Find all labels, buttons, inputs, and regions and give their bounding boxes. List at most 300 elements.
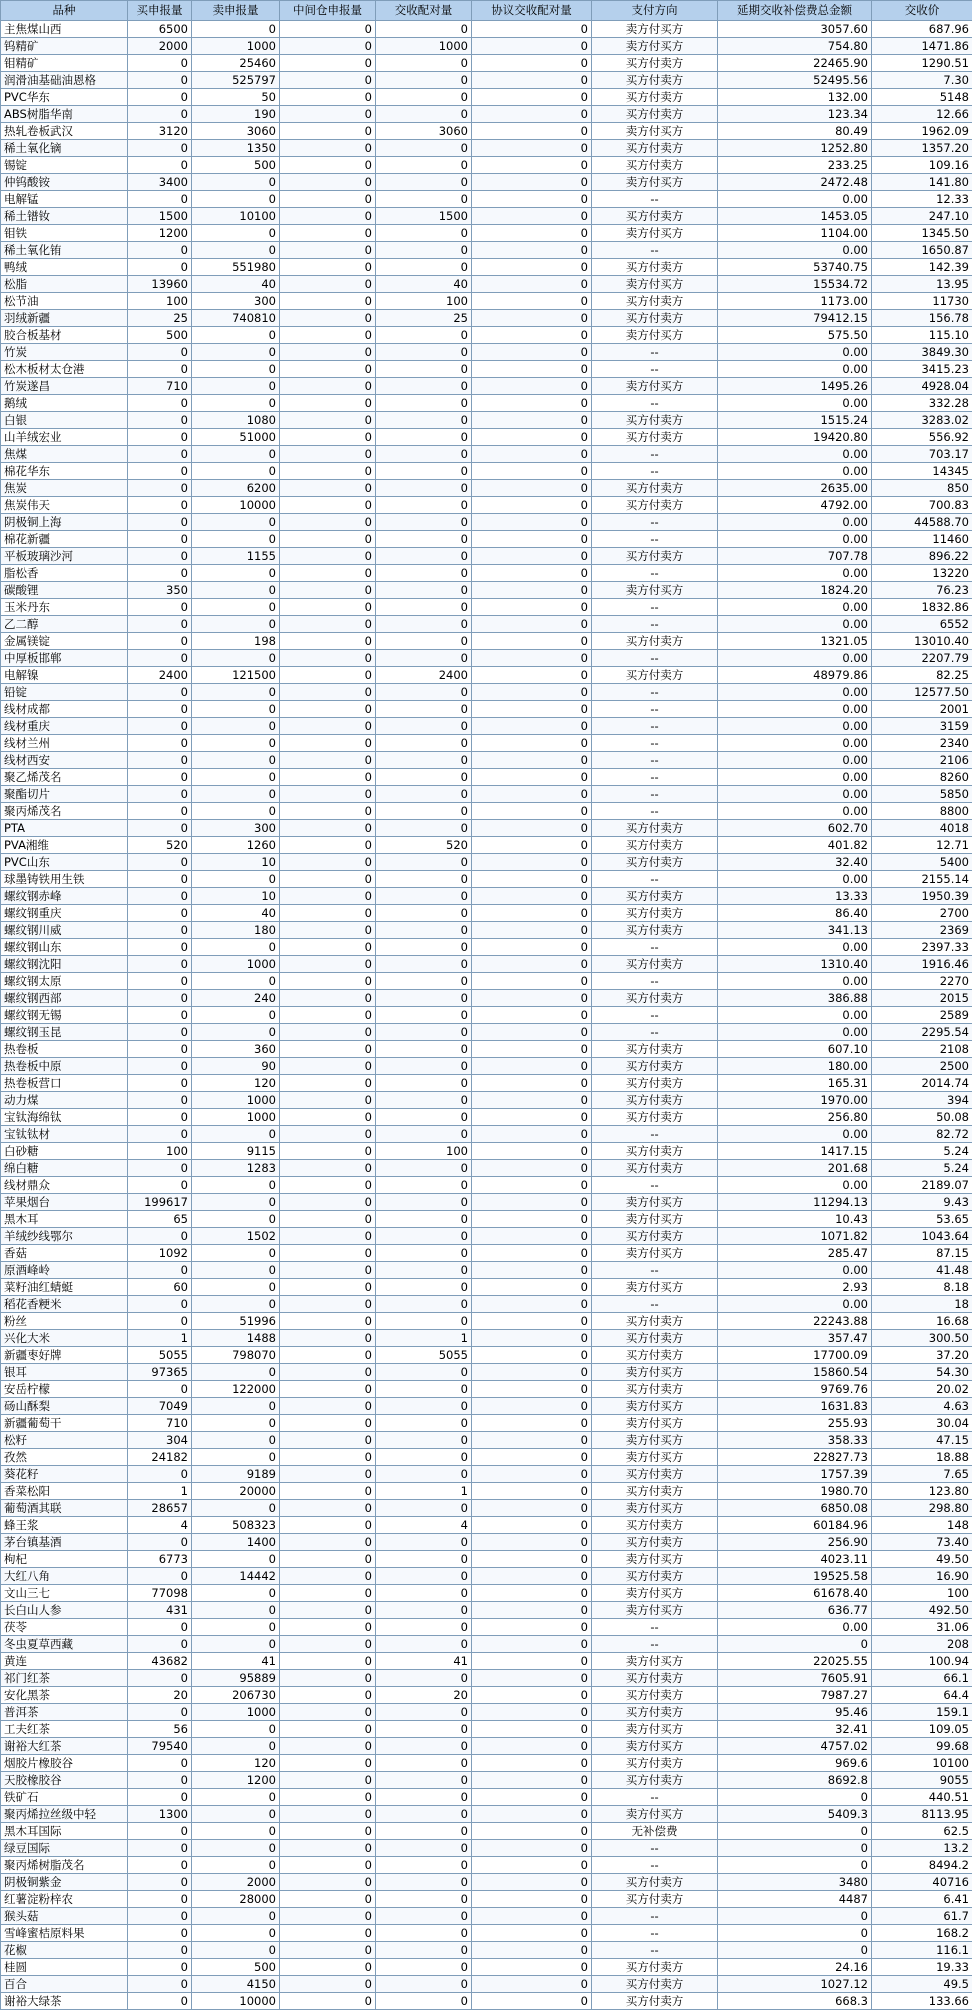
cell-compensation-total: 9769.76 [718, 1381, 872, 1398]
cell-payment-direction: 买方付卖方 [592, 548, 718, 565]
cell-buy-declared: 0 [128, 497, 192, 514]
cell-variety: 安岳柠檬 [1, 1381, 128, 1398]
cell-delivery-price: 1043.64 [872, 1228, 972, 1245]
cell-agreement-matched: 0 [472, 1347, 592, 1364]
cell-sell-declared: 0 [192, 1585, 280, 1602]
cell-variety: 稀土氧化镝 [1, 140, 128, 157]
cell-buy-declared: 0 [128, 412, 192, 429]
cell-sell-declared: 190 [192, 106, 280, 123]
cell-middle-warehouse: 0 [280, 174, 376, 191]
cell-matched-qty: 1 [376, 1330, 472, 1347]
cell-agreement-matched: 0 [472, 412, 592, 429]
cell-compensation-total: 0.00 [718, 1007, 872, 1024]
table-row [1, 1823, 972, 1840]
col-matched-qty: 交收配对量 [376, 1, 472, 21]
cell-buy-declared: 0 [128, 956, 192, 973]
cell-delivery-price: 37.20 [872, 1347, 972, 1364]
cell-matched-qty: 0 [376, 1449, 472, 1466]
cell-buy-declared: 0 [128, 1568, 192, 1585]
cell-buy-declared: 5055 [128, 1347, 192, 1364]
cell-sell-declared: 6200 [192, 480, 280, 497]
table-row [1, 480, 972, 497]
table-row [1, 106, 972, 123]
table-row [1, 1619, 972, 1636]
cell-middle-warehouse: 0 [280, 157, 376, 174]
table-row [1, 140, 972, 157]
cell-buy-declared: 0 [128, 718, 192, 735]
table-row [1, 1381, 972, 1398]
cell-sell-declared: 0 [192, 1398, 280, 1415]
cell-delivery-price: 54.30 [872, 1364, 972, 1381]
cell-buy-declared: 0 [128, 55, 192, 72]
cell-delivery-price: 20.02 [872, 1381, 972, 1398]
cell-sell-declared: 740810 [192, 310, 280, 327]
cell-sell-declared: 40 [192, 905, 280, 922]
cell-buy-declared: 0 [128, 990, 192, 1007]
cell-matched-qty: 0 [376, 1840, 472, 1857]
cell-buy-declared: 3400 [128, 174, 192, 191]
cell-variety: 螺纹钢赤峰 [1, 888, 128, 905]
table-row [1, 1364, 972, 1381]
cell-sell-declared: 0 [192, 769, 280, 786]
cell-matched-qty: 0 [376, 497, 472, 514]
table-row [1, 718, 972, 735]
cell-variety: 线材兰州 [1, 735, 128, 752]
cell-delivery-price: 8113.95 [872, 1806, 972, 1823]
cell-sell-declared: 14442 [192, 1568, 280, 1585]
cell-middle-warehouse: 0 [280, 123, 376, 140]
cell-middle-warehouse: 0 [280, 21, 376, 38]
cell-delivery-price: 50.08 [872, 1109, 972, 1126]
cell-compensation-total: 233.25 [718, 157, 872, 174]
cell-variety: 稻花香粳米 [1, 1296, 128, 1313]
cell-variety: 香菜松阳 [1, 1483, 128, 1500]
cell-delivery-price: 13.95 [872, 276, 972, 293]
cell-delivery-price: 2340 [872, 735, 972, 752]
cell-delivery-price: 148 [872, 1517, 972, 1534]
cell-agreement-matched: 0 [472, 1619, 592, 1636]
cell-delivery-price: 2015 [872, 990, 972, 1007]
cell-delivery-price: 14345 [872, 463, 972, 480]
cell-sell-declared: 51000 [192, 429, 280, 446]
cell-middle-warehouse: 0 [280, 752, 376, 769]
cell-buy-declared: 1300 [128, 1806, 192, 1823]
cell-middle-warehouse: 0 [280, 1857, 376, 1874]
cell-sell-declared: 525797 [192, 72, 280, 89]
cell-middle-warehouse: 0 [280, 276, 376, 293]
cell-delivery-price: 11730 [872, 293, 972, 310]
cell-variety: 平板玻璃沙河 [1, 548, 128, 565]
cell-payment-direction: 卖方付买方 [592, 1738, 718, 1755]
cell-delivery-price: 16.68 [872, 1313, 972, 1330]
table-row [1, 1092, 972, 1109]
cell-matched-qty: 0 [376, 378, 472, 395]
cell-compensation-total: 0.00 [718, 786, 872, 803]
cell-delivery-price: 1290.51 [872, 55, 972, 72]
cell-compensation-total: 1321.05 [718, 633, 872, 650]
cell-agreement-matched: 0 [472, 871, 592, 888]
table-row [1, 837, 972, 854]
cell-variety: 竹炭遂昌 [1, 378, 128, 395]
cell-matched-qty: 0 [376, 480, 472, 497]
cell-variety: 钼铁 [1, 225, 128, 242]
cell-buy-declared: 0 [128, 531, 192, 548]
cell-sell-declared: 0 [192, 514, 280, 531]
cell-sell-declared: 0 [192, 242, 280, 259]
cell-matched-qty: 0 [376, 752, 472, 769]
cell-variety: 球墨铸铁用生铁 [1, 871, 128, 888]
cell-compensation-total: 1970.00 [718, 1092, 872, 1109]
cell-variety: 钼精矿 [1, 55, 128, 72]
cell-payment-direction: 买方付卖方 [592, 1160, 718, 1177]
cell-agreement-matched: 0 [472, 667, 592, 684]
cell-matched-qty: 0 [376, 1551, 472, 1568]
cell-matched-qty: 0 [376, 361, 472, 378]
cell-delivery-price: 8494.2 [872, 1857, 972, 1874]
cell-variety: 雪峰蜜桔原料果 [1, 1925, 128, 1942]
cell-matched-qty: 0 [376, 718, 472, 735]
cell-middle-warehouse: 0 [280, 140, 376, 157]
cell-sell-declared: 0 [192, 1449, 280, 1466]
cell-middle-warehouse: 0 [280, 395, 376, 412]
cell-variety: PVC山东 [1, 854, 128, 871]
cell-agreement-matched: 0 [472, 191, 592, 208]
cell-payment-direction: 卖方付买方 [592, 1245, 718, 1262]
cell-matched-qty: 1500 [376, 208, 472, 225]
cell-agreement-matched: 0 [472, 1466, 592, 1483]
table-row [1, 990, 972, 1007]
table-row [1, 1942, 972, 1959]
cell-payment-direction: -- [592, 616, 718, 633]
table-row [1, 1891, 972, 1908]
cell-sell-declared: 3060 [192, 123, 280, 140]
table-row [1, 327, 972, 344]
cell-payment-direction: -- [592, 973, 718, 990]
cell-buy-declared: 65 [128, 1211, 192, 1228]
cell-buy-declared: 0 [128, 1075, 192, 1092]
table-row [1, 1721, 972, 1738]
cell-variety: 祁门红茶 [1, 1670, 128, 1687]
cell-delivery-price: 11460 [872, 531, 972, 548]
cell-variety: 花椒 [1, 1942, 128, 1959]
cell-payment-direction: 买方付卖方 [592, 1041, 718, 1058]
cell-payment-direction: -- [592, 1857, 718, 1874]
cell-middle-warehouse: 0 [280, 514, 376, 531]
cell-compensation-total: 0 [718, 1840, 872, 1857]
cell-sell-declared: 50 [192, 89, 280, 106]
cell-payment-direction: 买方付卖方 [592, 922, 718, 939]
cell-matched-qty: 0 [376, 21, 472, 38]
cell-middle-warehouse: 0 [280, 1568, 376, 1585]
cell-variety: 香菇 [1, 1245, 128, 1262]
cell-delivery-price: 100.94 [872, 1653, 972, 1670]
cell-delivery-price: 5.24 [872, 1160, 972, 1177]
cell-middle-warehouse: 0 [280, 412, 376, 429]
cell-agreement-matched: 0 [472, 1398, 592, 1415]
cell-agreement-matched: 0 [472, 701, 592, 718]
cell-payment-direction: 买方付卖方 [592, 208, 718, 225]
cell-buy-declared: 350 [128, 582, 192, 599]
cell-agreement-matched: 0 [472, 1670, 592, 1687]
cell-agreement-matched: 0 [472, 1840, 592, 1857]
cell-agreement-matched: 0 [472, 38, 592, 55]
cell-payment-direction: -- [592, 684, 718, 701]
cell-payment-direction: 卖方付买方 [592, 1194, 718, 1211]
table-row [1, 157, 972, 174]
cell-delivery-price: 1950.39 [872, 888, 972, 905]
table-row [1, 1058, 972, 1075]
cell-agreement-matched: 0 [472, 803, 592, 820]
cell-buy-declared: 0 [128, 1993, 192, 2010]
cell-matched-qty: 0 [376, 973, 472, 990]
cell-buy-declared: 4 [128, 1517, 192, 1534]
table-row [1, 1500, 972, 1517]
cell-buy-declared: 0 [128, 463, 192, 480]
cell-compensation-total: 15860.54 [718, 1364, 872, 1381]
cell-compensation-total: 0 [718, 1942, 872, 1959]
table-row [1, 939, 972, 956]
table-row [1, 582, 972, 599]
cell-buy-declared: 0 [128, 157, 192, 174]
cell-payment-direction: -- [592, 786, 718, 803]
cell-delivery-price: 2589 [872, 1007, 972, 1024]
cell-middle-warehouse: 0 [280, 599, 376, 616]
cell-middle-warehouse: 0 [280, 1041, 376, 1058]
cell-matched-qty: 0 [376, 463, 472, 480]
cell-variety: 电解镍 [1, 667, 128, 684]
cell-delivery-price: 2207.79 [872, 650, 972, 667]
cell-delivery-price: 4928.04 [872, 378, 972, 395]
cell-payment-direction: 买方付卖方 [592, 1092, 718, 1109]
cell-middle-warehouse: 0 [280, 973, 376, 990]
cell-buy-declared: 0 [128, 395, 192, 412]
cell-agreement-matched: 0 [472, 72, 592, 89]
cell-compensation-total: 61678.40 [718, 1585, 872, 1602]
table-row [1, 1330, 972, 1347]
cell-delivery-price: 18 [872, 1296, 972, 1313]
cell-middle-warehouse: 0 [280, 1483, 376, 1500]
cell-payment-direction: 买方付卖方 [592, 1670, 718, 1687]
cell-delivery-price: 6552 [872, 616, 972, 633]
col-sell-declared: 卖申报量 [192, 1, 280, 21]
table-row [1, 735, 972, 752]
cell-agreement-matched: 0 [472, 718, 592, 735]
cell-buy-declared: 0 [128, 1296, 192, 1313]
cell-delivery-price: 156.78 [872, 310, 972, 327]
table-row [1, 55, 972, 72]
cell-agreement-matched: 0 [472, 1075, 592, 1092]
cell-matched-qty: 41 [376, 1653, 472, 1670]
cell-sell-declared: 9115 [192, 1143, 280, 1160]
cell-agreement-matched: 0 [472, 242, 592, 259]
cell-matched-qty: 100 [376, 1143, 472, 1160]
cell-sell-declared: 0 [192, 1619, 280, 1636]
cell-payment-direction: 卖方付买方 [592, 582, 718, 599]
header-row [1, 1, 972, 21]
cell-buy-declared: 0 [128, 1109, 192, 1126]
table-row [1, 242, 972, 259]
cell-agreement-matched: 0 [472, 786, 592, 803]
cell-payment-direction: 卖方付买方 [592, 1279, 718, 1296]
table-row [1, 497, 972, 514]
cell-variety: 热卷板中原 [1, 1058, 128, 1075]
cell-payment-direction: 卖方付买方 [592, 1500, 718, 1517]
cell-payment-direction: 无补偿费 [592, 1823, 718, 1840]
cell-buy-declared: 0 [128, 1058, 192, 1075]
cell-variety: 宝钛海绵钛 [1, 1109, 128, 1126]
cell-compensation-total: 607.10 [718, 1041, 872, 1058]
cell-compensation-total: 386.88 [718, 990, 872, 1007]
table-row [1, 1398, 972, 1415]
cell-compensation-total: 123.34 [718, 106, 872, 123]
cell-agreement-matched: 0 [472, 106, 592, 123]
cell-buy-declared: 0 [128, 242, 192, 259]
cell-buy-declared: 0 [128, 259, 192, 276]
table-row [1, 276, 972, 293]
cell-compensation-total: 15534.72 [718, 276, 872, 293]
cell-sell-declared: 300 [192, 293, 280, 310]
cell-variety: 乙二醇 [1, 616, 128, 633]
cell-compensation-total: 0.00 [718, 1177, 872, 1194]
cell-compensation-total: 1453.05 [718, 208, 872, 225]
cell-delivery-price: 12.33 [872, 191, 972, 208]
table-row [1, 38, 972, 55]
cell-buy-declared: 0 [128, 1007, 192, 1024]
cell-payment-direction: 买方付卖方 [592, 412, 718, 429]
cell-compensation-total: 0.00 [718, 735, 872, 752]
cell-middle-warehouse: 0 [280, 1772, 376, 1789]
cell-agreement-matched: 0 [472, 1432, 592, 1449]
cell-sell-declared: 0 [192, 1806, 280, 1823]
col-compensation-total: 延期交收补偿费总金额 [718, 1, 872, 21]
cell-variety: 润滑油基础油恩格 [1, 72, 128, 89]
cell-middle-warehouse: 0 [280, 1296, 376, 1313]
cell-compensation-total: 13.33 [718, 888, 872, 905]
cell-sell-declared: 0 [192, 701, 280, 718]
cell-buy-declared: 0 [128, 1381, 192, 1398]
cell-payment-direction: 买方付卖方 [592, 956, 718, 973]
cell-sell-declared: 1350 [192, 140, 280, 157]
cell-middle-warehouse: 0 [280, 55, 376, 72]
cell-middle-warehouse: 0 [280, 429, 376, 446]
cell-agreement-matched: 0 [472, 973, 592, 990]
cell-payment-direction: -- [592, 395, 718, 412]
cell-agreement-matched: 0 [472, 939, 592, 956]
cell-compensation-total: 602.70 [718, 820, 872, 837]
cell-buy-declared: 20 [128, 1687, 192, 1704]
cell-matched-qty: 0 [376, 259, 472, 276]
cell-agreement-matched: 0 [472, 1024, 592, 1041]
cell-payment-direction: -- [592, 344, 718, 361]
table-row [1, 1653, 972, 1670]
cell-middle-warehouse: 0 [280, 905, 376, 922]
cell-matched-qty: 0 [376, 1211, 472, 1228]
cell-payment-direction: 卖方付买方 [592, 276, 718, 293]
cell-compensation-total: 7987.27 [718, 1687, 872, 1704]
cell-buy-declared: 0 [128, 1772, 192, 1789]
cell-buy-declared: 1200 [128, 225, 192, 242]
cell-agreement-matched: 0 [472, 1585, 592, 1602]
cell-variety: 铁矿石 [1, 1789, 128, 1806]
cell-variety: 猴头菇 [1, 1908, 128, 1925]
cell-middle-warehouse: 0 [280, 191, 376, 208]
cell-buy-declared: 0 [128, 1823, 192, 1840]
cell-sell-declared: 0 [192, 565, 280, 582]
cell-compensation-total: 0.00 [718, 395, 872, 412]
cell-delivery-price: 2106 [872, 752, 972, 769]
cell-sell-declared: 0 [192, 463, 280, 480]
cell-variety: 文山三七 [1, 1585, 128, 1602]
cell-sell-declared: 0 [192, 582, 280, 599]
cell-buy-declared: 0 [128, 701, 192, 718]
cell-buy-declared: 0 [128, 1177, 192, 1194]
cell-buy-declared: 1 [128, 1483, 192, 1500]
table-row [1, 1534, 972, 1551]
cell-delivery-price: 2295.54 [872, 1024, 972, 1041]
cell-agreement-matched: 0 [472, 259, 592, 276]
cell-payment-direction: 买方付卖方 [592, 1891, 718, 1908]
cell-buy-declared: 0 [128, 752, 192, 769]
cell-buy-declared: 0 [128, 1160, 192, 1177]
cell-compensation-total: 341.13 [718, 922, 872, 939]
cell-sell-declared: 0 [192, 361, 280, 378]
cell-payment-direction: 买方付卖方 [592, 888, 718, 905]
cell-delivery-price: 12.71 [872, 837, 972, 854]
cell-middle-warehouse: 0 [280, 1976, 376, 1993]
cell-middle-warehouse: 0 [280, 786, 376, 803]
cell-sell-declared: 0 [192, 1857, 280, 1874]
cell-agreement-matched: 0 [472, 650, 592, 667]
cell-compensation-total: 0.00 [718, 1126, 872, 1143]
cell-matched-qty: 0 [376, 1891, 472, 1908]
cell-matched-qty: 0 [376, 1806, 472, 1823]
cell-payment-direction: 买方付卖方 [592, 1330, 718, 1347]
cell-sell-declared: 0 [192, 1432, 280, 1449]
cell-delivery-price: 2369 [872, 922, 972, 939]
cell-sell-declared: 0 [192, 803, 280, 820]
table-row [1, 1772, 972, 1789]
cell-middle-warehouse: 0 [280, 939, 376, 956]
cell-payment-direction: 买方付卖方 [592, 89, 718, 106]
cell-matched-qty: 25 [376, 310, 472, 327]
cell-matched-qty: 0 [376, 1704, 472, 1721]
cell-variety: 红薯淀粉梓农 [1, 1891, 128, 1908]
cell-agreement-matched: 0 [472, 922, 592, 939]
cell-matched-qty: 0 [376, 1109, 472, 1126]
cell-delivery-price: 141.80 [872, 174, 972, 191]
cell-payment-direction: 买方付卖方 [592, 1772, 718, 1789]
cell-buy-declared: 710 [128, 378, 192, 395]
cell-agreement-matched: 0 [472, 616, 592, 633]
cell-payment-direction: -- [592, 1840, 718, 1857]
cell-sell-declared: 0 [192, 1602, 280, 1619]
cell-agreement-matched: 0 [472, 1636, 592, 1653]
cell-compensation-total: 1104.00 [718, 225, 872, 242]
cell-variety: 葡萄酒其联 [1, 1500, 128, 1517]
cell-payment-direction: 买方付卖方 [592, 1976, 718, 1993]
cell-variety: 羽绒新疆 [1, 310, 128, 327]
cell-agreement-matched: 0 [472, 1262, 592, 1279]
cell-payment-direction: 卖方付买方 [592, 225, 718, 242]
table-row [1, 616, 972, 633]
cell-matched-qty: 0 [376, 531, 472, 548]
cell-sell-declared: 10 [192, 888, 280, 905]
cell-compensation-total: 165.31 [718, 1075, 872, 1092]
cell-variety: 黑木耳国际 [1, 1823, 128, 1840]
cell-matched-qty: 0 [376, 1194, 472, 1211]
cell-buy-declared: 0 [128, 1942, 192, 1959]
cell-compensation-total: 22025.55 [718, 1653, 872, 1670]
